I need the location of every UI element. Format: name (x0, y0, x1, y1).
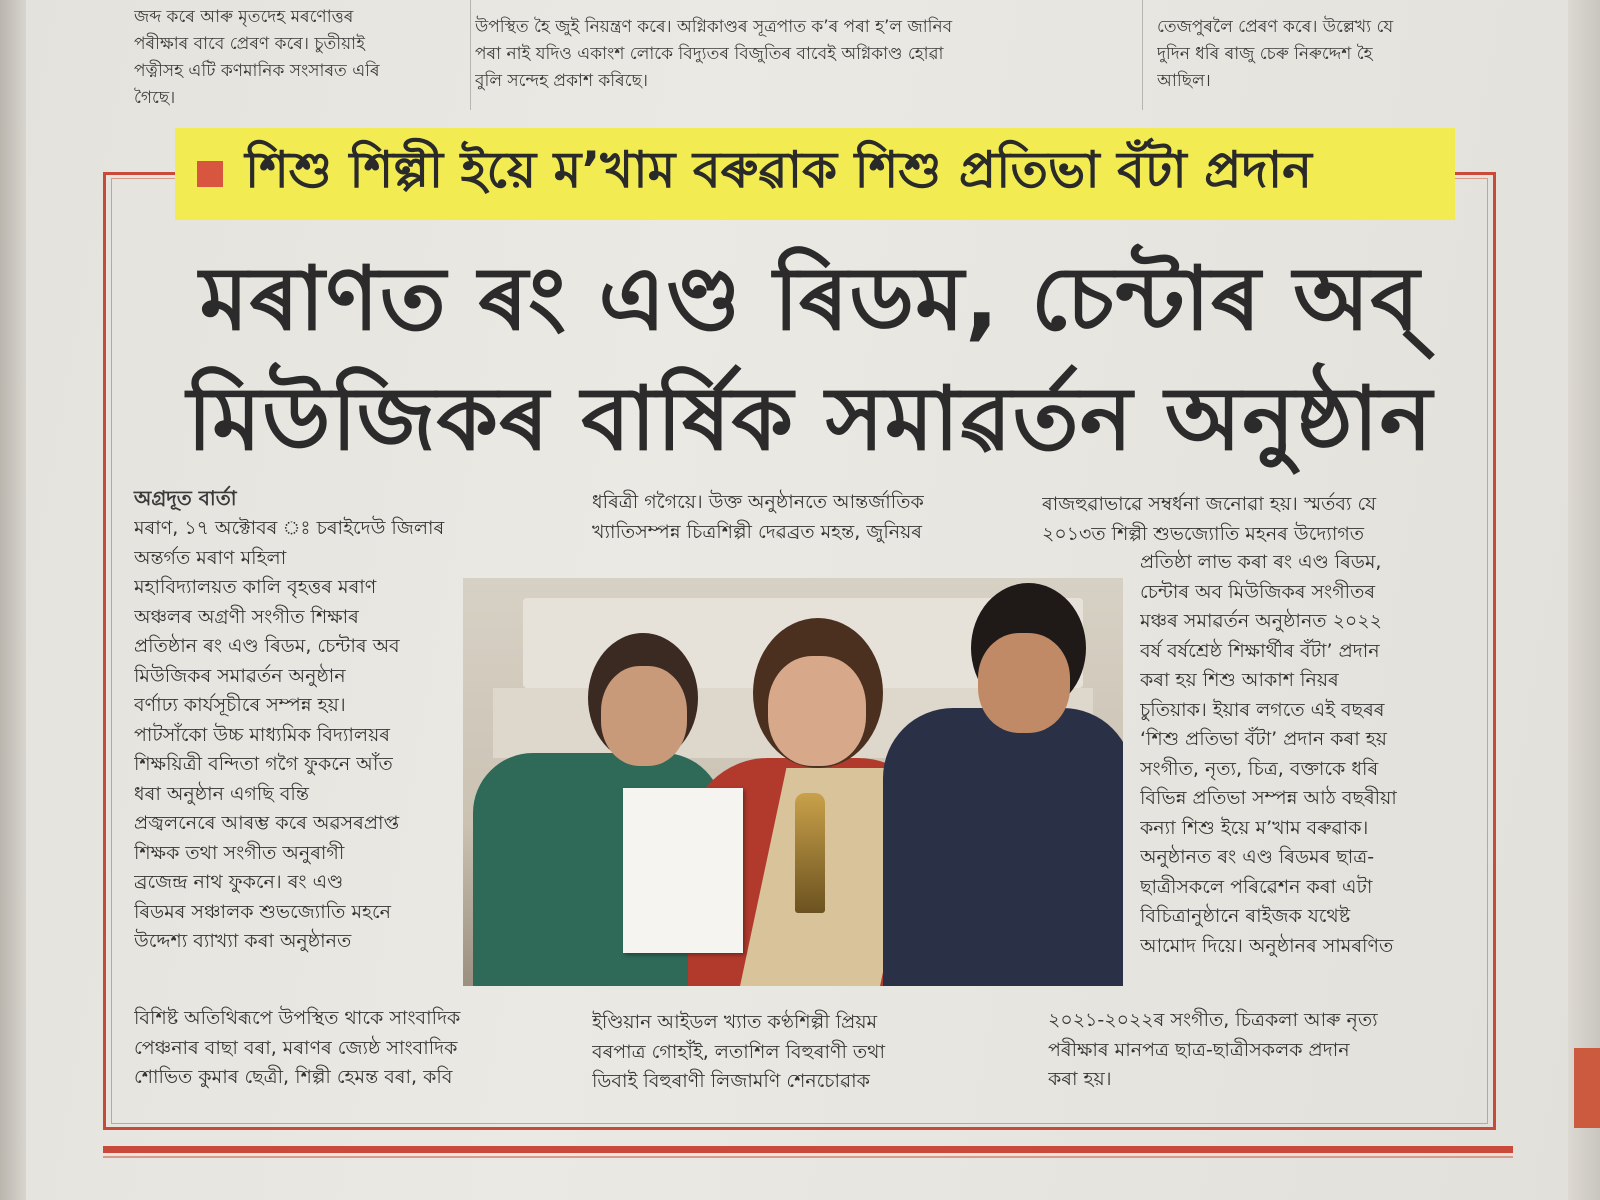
article-photo (463, 578, 1123, 986)
headline-line-1: মৰাণত ৰং এণ্ড ৰিডম, চেন্টাৰ অব্ (199, 247, 1421, 350)
top-column-3: তেজপুৰলৈ প্ৰেৰণ কৰে। উল্লেখ্য যে দুদিন ধৰি ৰাজু চেৰু নিৰুদ্দেশ হৈ আছিল। (1157, 17, 1394, 91)
photo-man-face (978, 633, 1070, 733)
photo-certificate (623, 788, 743, 953)
adjacent-page-red-tab (1574, 1048, 1600, 1128)
page-edge-left (0, 0, 26, 1200)
photo-boy-face (601, 666, 687, 766)
photo-woman-face (768, 656, 866, 766)
article-column-3-bottom: ২০২১-২০২২ৰ সংগীত, চিত্ৰকলা আৰু নৃত্য পৰীক্ষাৰ মানপত্ৰ ছাত্ৰ-ছাত্ৰীসকলক প্ৰদান কৰা হয়। (1048, 1009, 1378, 1090)
top-column-2: উপস্থিত হৈ জুই নিয়ন্ত্ৰণ কৰে। অগ্নিকাণ্ডৰ সূত্ৰপাত ক’ৰ পৰা হ’ল জানিব পৰা নাই যদিও একাংশ লোকে বিদ্যুতৰ বিজুতিৰ বাবেই অগ্নিকাণ্ড হোৱা বুলি সন্দেহ প্ৰকাশ কৰিছে। (475, 17, 953, 91)
page-rule-bottom (103, 1146, 1513, 1153)
photo-man-body (883, 708, 1123, 986)
column-divider (1142, 0, 1143, 110)
byline: অগ্ৰদূত বাৰ্তা (134, 486, 237, 510)
article-column-2-bottom: ইণ্ডিয়ান আইডল খ্যাত কণ্ঠশিল্পী প্ৰিয়ম বৰপাত্ৰ গোহাঁই, লতাশিল বিহুৰাণী তথা ডিবাই বিহুৰাণী লিজামণি শেনচোৱাক (592, 1011, 885, 1092)
article-column-1: মৰাণ, ১৭ অক্টোবৰ ঃ চৰাইদেউ জিলাৰ অন্তৰ্গত মৰাণ মহিলা মহাবিদ্যালয়ত কালি বৃহত্তৰ মৰাণ অঞ্চলৰ অগ্ৰণী সংগীত শিক্ষাৰ প্ৰতিষ্ঠান ৰং এণ্ড ৰিডম, চেন্টাৰ অব মিউজিকৰ সমাৱৰ্তন অনুষ্ঠান বৰ্ণাঢ্য কাৰ্যসূচীৰে সম্পন্ন হয়। পাটসাঁকো উচ্চ মাধ্যমিক বিদ্যালয়ৰ শিক্ষয়িত্ৰী বন্দিতা গগৈ ফুকনে আঁত ধৰা অনুষ্ঠান এগছি বন্তি প্ৰজ্বলনেৰে আৰম্ভ কৰে অৱসৰপ্ৰাপ্ত শিক্ষক তথা সংগীত অনুৰাগী ব্ৰজেন্দ্ৰ নাথ ফুকনে। ৰং এণ্ড ৰিডমৰ সঞ্চালক শুভজ্যোতি মহনে উদ্দেশ্য ব্যাখ্যা কৰা অনুষ্ঠানত (134, 517, 445, 952)
column-divider (470, 0, 471, 110)
headline-line-2: মিউজিকৰ বাৰ্ষিক সমাৱৰ্তন অনুষ্ঠান (187, 367, 1433, 470)
page-edge-right (1568, 0, 1600, 1200)
article-column-3-top: ৰাজহুৱাভাৱে সম্বৰ্ধনা জনোৱা হয়। স্মৰ্তব্য যে ২০১৩ত শিল্পী শুভজ্যোতি মহনৰ উদ্যোগত (1042, 493, 1377, 545)
kicker-text: শিশু শিল্পী ইয়ে ম’খাম বৰুৱাক শিশু প্ৰতিভা বঁটা প্ৰদান (245, 140, 1313, 199)
top-column-1: জব্দ কৰে আৰু মৃতদেহ মৰণোত্তৰ পৰীক্ষাৰ বাবে প্ৰেৰণ কৰে। চুতীয়াই পত্নীসহ এটি কণমানিক সংসাৰত এৰি গৈছে। (134, 7, 380, 108)
page-rule-bottom (103, 1156, 1513, 1158)
kicker-bullet-icon (197, 161, 223, 187)
article-kicker (175, 128, 1455, 220)
photo-trophy (795, 793, 825, 913)
article-column-2-top: ধৰিত্ৰী গগৈয়ে। উক্ত অনুষ্ঠানতে আন্তৰ্জাতিক খ্যাতিসম্পন্ন চিত্ৰশিল্পী দেৱব্ৰত মহন্ত, জুনিয়ৰ (592, 491, 924, 543)
article-column-3: প্ৰতিষ্ঠা লাভ কৰা ৰং এণ্ড ৰিডম, চেন্টাৰ অব মিউজিকৰ সংগীতৰ মঞ্চৰ সমাৱৰ্তন অনুষ্ঠানত ২০২২ বৰ্ষ বৰ্ষশ্ৰেষ্ঠ শিক্ষাৰ্থীৰ বঁটা’ প্ৰদান কৰা হয় শিশু আকাশ নিয়ৰ চুতিয়াক। ইয়াৰ লগতে এই বছৰৰ ‘শিশু প্ৰতিভা বঁটা’ প্ৰদান কৰা হয় সংগীত, নৃত্য, চিত্ৰ, বক্তাকে ধৰি বিভিন্ন প্ৰতিভা সম্পন্ন আঠ বছৰীয়া কন্যা শিশু ইয়ে ম’খাম বৰুৱাক। অনুষ্ঠানত ৰং এণ্ড ৰিডমৰ ছাত্ৰ- ছাত্ৰীসকলে পৰিৱেশন কৰা এটা বিচিত্ৰানুষ্ঠানে ৰাইজক যথেষ্ট আমোদ দিয়ে। অনুষ্ঠানৰ সামৰণিত (1140, 551, 1397, 957)
article-column-1-bottom: বিশিষ্ট অতিথিৰূপে উপস্থিত থাকে সাংবাদিক পেঞ্চনাৰ বাছা বৰা, মৰাণৰ জ্যেষ্ঠ সাংবাদিক শোভিত কুমাৰ ছেত্ৰী, শিল্পী হেমন্ত বৰা, কবি (134, 1007, 461, 1088)
